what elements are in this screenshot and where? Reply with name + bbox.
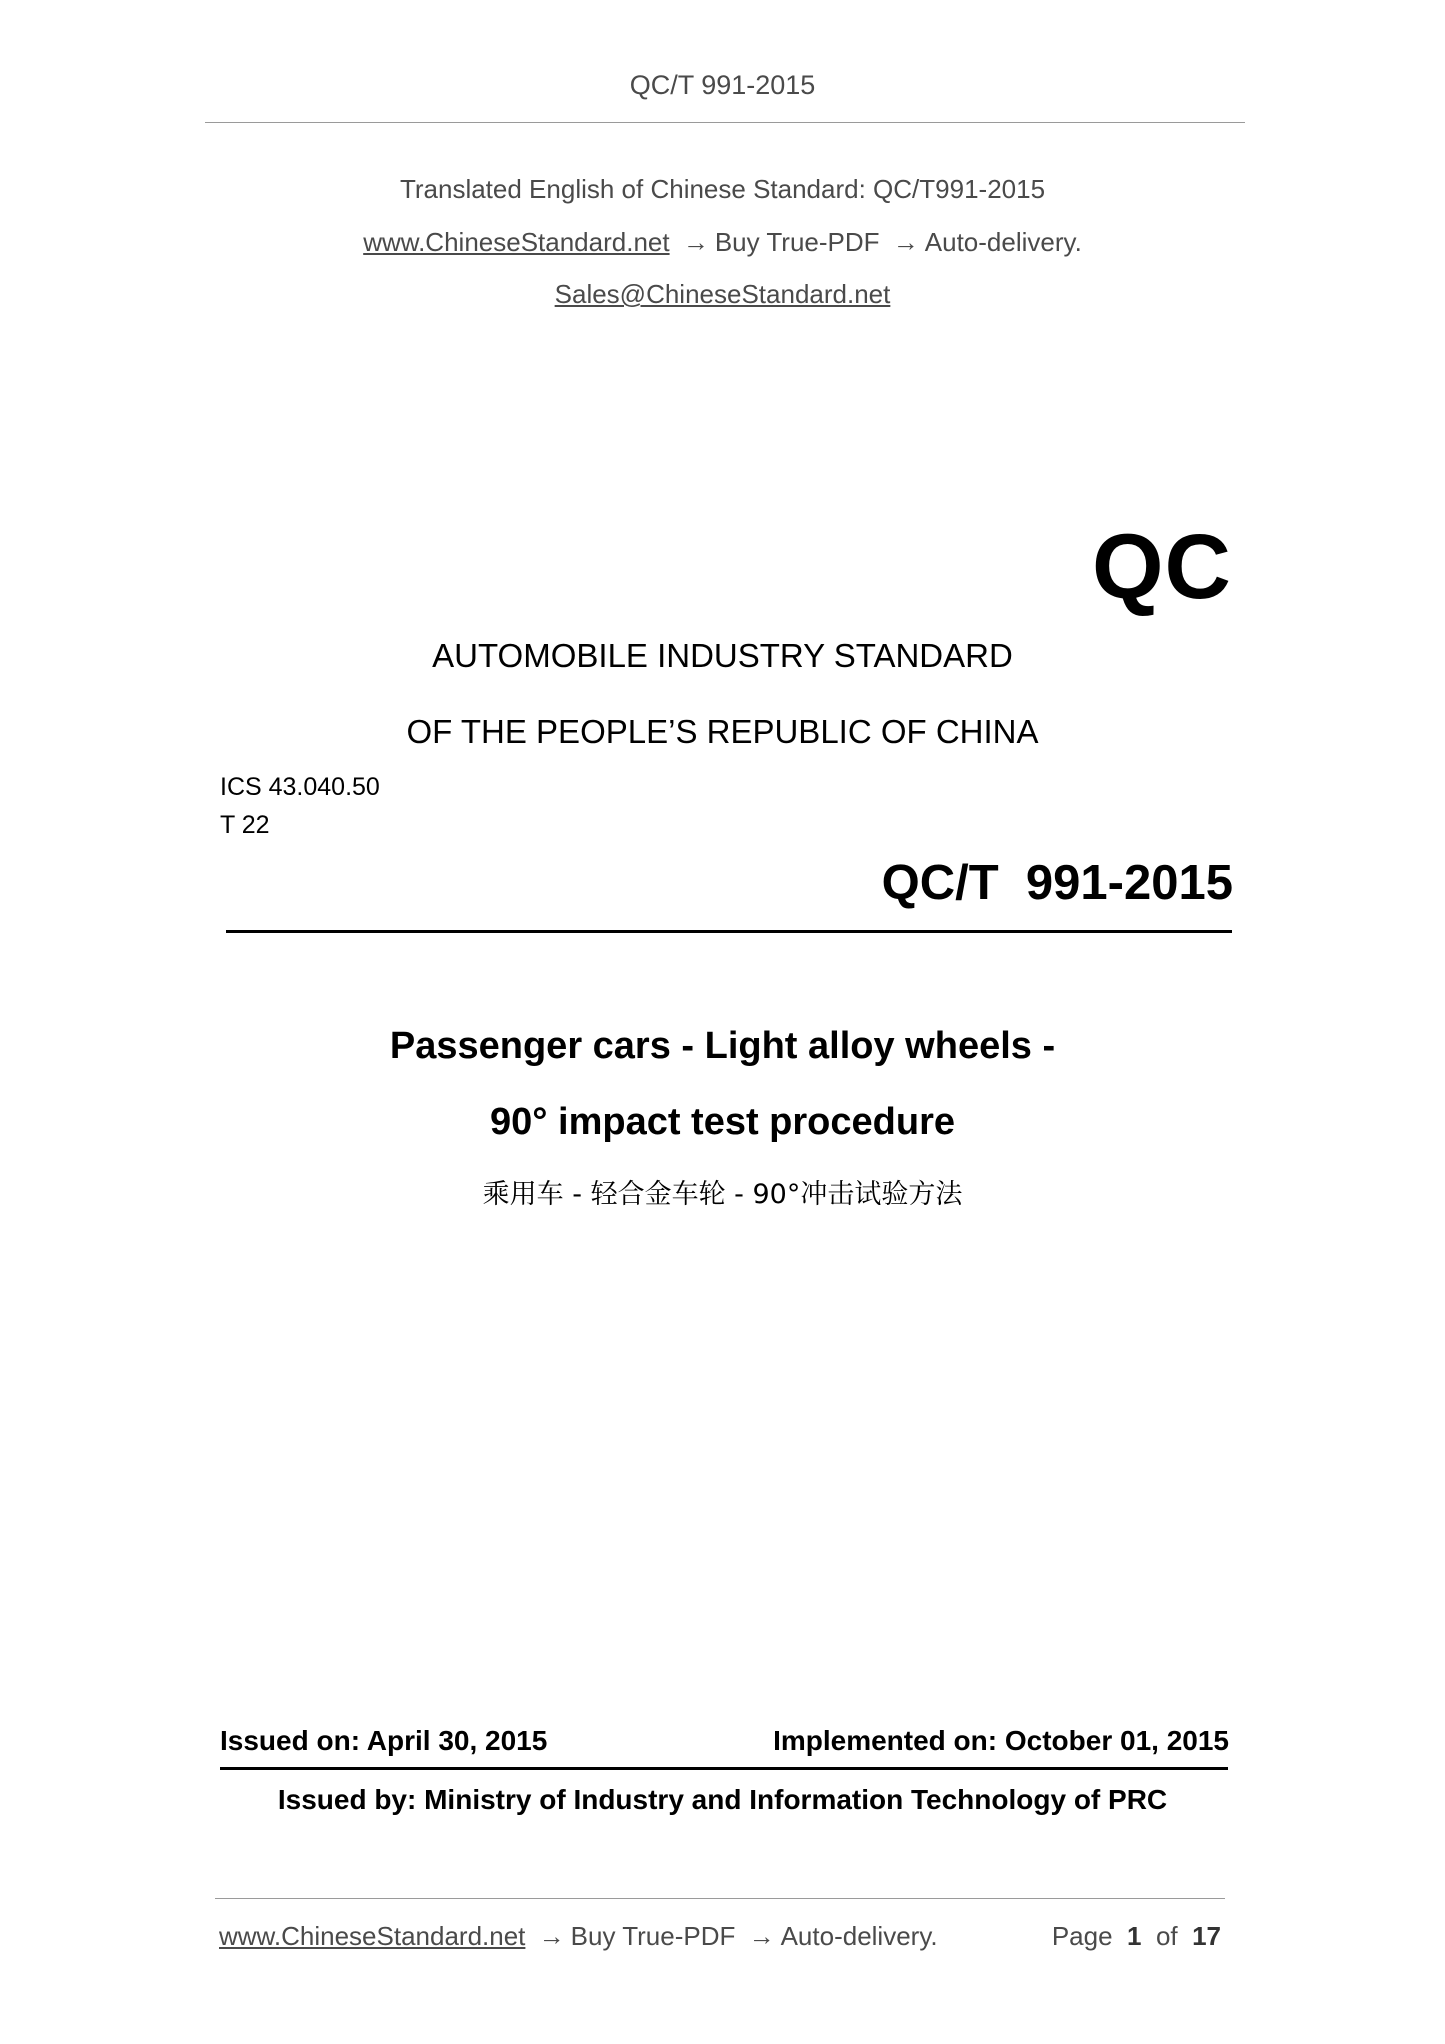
arrow-right-icon: → [682, 227, 709, 257]
translation-notice: Translated English of Chinese Standard: QC/T991-2015 [399, 174, 1046, 204]
issued-divider [220, 1767, 1228, 1770]
qc-mark: QC [1092, 516, 1232, 618]
header-title: QC/T 991-2015 [629, 70, 816, 100]
standard-number: QC/T 991-2015 [881, 856, 1233, 910]
footer-buy-text: Buy True-PDF [570, 1921, 736, 1951]
page-indicator [1052, 1921, 1221, 1952]
promo-line [0, 227, 1445, 258]
footer-divider [215, 1898, 1225, 1899]
standard-heading-line2: OF THE PEOPLE’S REPUBLIC OF CHINA [406, 713, 1039, 750]
document-title-chinese: 乘用车 - 轻合金车轮 - 90°冲击试验方法 [482, 1179, 963, 1210]
page-label: Page [1051, 1921, 1113, 1951]
arrow-right-icon: → [748, 1921, 775, 1951]
document-title-line2: 90° impact test procedure [489, 1101, 956, 1143]
delivery-text: Auto-delivery. [924, 227, 1082, 257]
issued-on-date: Issued on: April 30, 2015 [220, 1725, 548, 1756]
document-title-line1: Passenger cars - Light alloy wheels - [389, 1025, 1056, 1067]
title-divider [226, 930, 1232, 933]
page-of-label: of [1155, 1921, 1178, 1951]
standard-heading-line1: AUTOMOBILE INDUSTRY STANDARD [432, 637, 1013, 674]
footer-site-link[interactable]: www.ChineseStandard.net [219, 1921, 526, 1951]
email-link[interactable]: Sales@ChineseStandard.net [554, 279, 891, 309]
arrow-right-icon: → [538, 1921, 565, 1951]
classification-code: T 22 [220, 811, 270, 839]
site-link[interactable]: www.ChineseStandard.net [363, 227, 670, 257]
arrow-right-icon: → [892, 227, 919, 257]
header-divider [205, 122, 1245, 123]
ics-code: ICS 43.040.50 [220, 773, 380, 801]
page-current: 1 [1127, 1921, 1142, 1951]
page-total: 17 [1192, 1921, 1221, 1951]
footer-promo [219, 1921, 938, 1952]
email-line [0, 279, 1445, 310]
issued-by: Issued by: Ministry of Industry and Information Technology of PRC [277, 1784, 1168, 1815]
footer-delivery-text: Auto-delivery. [780, 1921, 938, 1951]
implemented-on-date: Implemented on: October 01, 2015 [773, 1725, 1229, 1756]
buy-text: Buy True-PDF [714, 227, 880, 257]
